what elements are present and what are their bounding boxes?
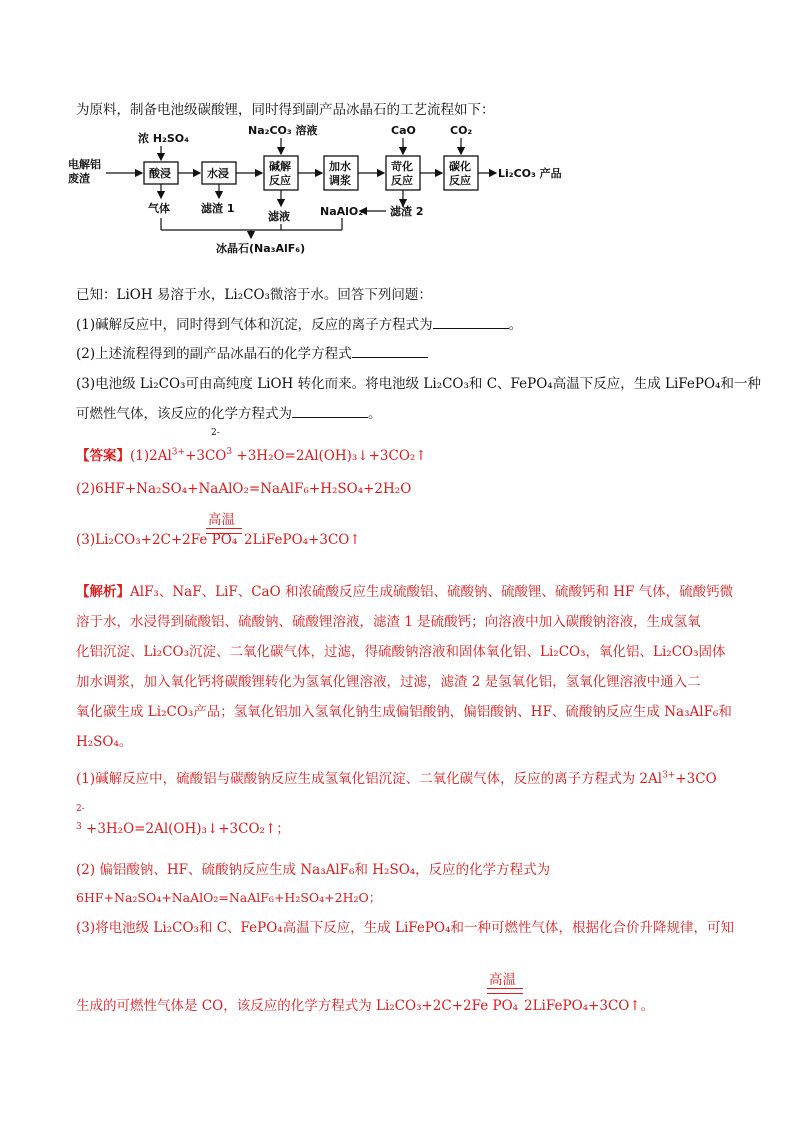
question-1 — [76, 313, 522, 333]
process-flowchart — [68, 120, 628, 270]
flow-step-causticize-label2: 反应 — [391, 174, 413, 187]
flow-step-slurry-label2: 调浆 — [329, 174, 351, 187]
flow-filtrate-label: 滤液 — [268, 210, 290, 223]
flow-add-acid-label: 浓 H₂SO₄ — [138, 132, 189, 145]
analysis-p2-line2: 6HF+Na₂SO₄+NaAlO₂=NaAlF₆+H₂SO₄+2H₂O； — [76, 890, 382, 905]
analysis-p1-rest: +3H₂O=2Al(OH)₃↓+3CO₂↑； — [86, 821, 290, 837]
question-3-period: 。 — [368, 406, 382, 422]
answer-label: 【答案】 — [76, 448, 130, 464]
answer-2: (2)6HF+Na₂SO₄+NaAlO₂=NaAlF₆+H₂SO₄+2H₂O — [76, 481, 412, 497]
flow-cryolite-label: 冰晶石(Na₃AlF₆) — [216, 242, 306, 255]
analysis-p3-line2-b: 2LiFePO₄+3CO↑。 — [524, 998, 655, 1014]
answer-blank-3 — [292, 405, 368, 418]
question-1-text: (1)碱解反应中，同时得到气体和沉淀，反应的离子方程式为 — [76, 317, 433, 333]
analysis-line-5: 氧化碳生成 Li₂CO₃产品；氢氧化铝加入氢氧化钠生成偏铝酸钠，偏铝酸钠、HF、硫酸钠反应生成 Na₃AlF₆和 — [76, 704, 732, 720]
flow-add-cao-label: CaO — [391, 124, 416, 137]
analysis-line-1 — [76, 580, 733, 600]
analysis-p3-line1: (3)将电池级 Li₂CO₃和 C、FePO₄高温下反应，生成 LiFePO₄和一种可燃性气体，根据化合价升降规律，可知 — [76, 920, 734, 936]
flow-step-slurry-label1: 加水 — [329, 160, 351, 173]
answer-1-part-c: +3H₂O=2Al(OH)₃↓+3CO₂↑ — [232, 448, 427, 464]
analysis-p1-line1 — [76, 767, 717, 787]
analysis-p1-charge-al: 3+ — [662, 770, 676, 781]
question-3-line2 — [76, 402, 382, 422]
analysis-p3-line2-a: 生成的可燃性气体是 CO，该反应的化学方程式为 Li₂CO₃+2C+2Fe PO₄ — [76, 998, 519, 1014]
analysis-line-2: 溶于水，水浸得到硫酸铝、硫酸钠、硫酸锂溶液，滤渣 1 是硫酸钙；向溶液中加入碳酸钠溶液，生成氢氧 — [76, 614, 701, 630]
flow-add-co2-label: CO₂ — [450, 124, 473, 137]
analysis-line-4: 加水调浆，加入氧化钙将碳酸锂转化为氢氧化锂溶液，过滤，滤渣 2 是氢氧化铝，氢氧化锂溶液中通入二 — [76, 674, 701, 690]
flow-add-na2co3-label: Na₂CO₃ 溶液 — [248, 124, 318, 137]
flow-source-line2: 废渣 — [68, 172, 90, 185]
flow-step-acid-leach-label: 酸浸 — [149, 167, 171, 180]
flow-step-alkaline-label1: 碱解 — [269, 160, 291, 173]
flow-naalo2-label: NaAlO₂ — [320, 205, 364, 218]
question-3-text: 可燃性气体，该反应的化学方程式为 — [76, 406, 292, 422]
question-2-text: (2)上述流程得到的副产品冰晶石的化学方程式 — [76, 346, 352, 362]
answer-3-part-a: (3)Li₂CO₃+2C+2Fe PO₄ — [76, 532, 238, 548]
flow-step-causticize-label1: 苛化 — [391, 160, 413, 173]
analysis-p2-line1: (2) 偏铝酸钠、HF、硫酸钠反应生成 Na₃AlF₆和 H₂SO₄，反应的化学方程式为 — [76, 862, 551, 878]
answer-1-part-a: (1)2Al — [130, 448, 172, 464]
answer-1 — [76, 444, 427, 464]
flow-gas-label: 气体 — [148, 202, 170, 215]
analysis-p1-sub: 3 — [76, 822, 82, 832]
analysis-p1-co: +3CO — [675, 771, 717, 787]
answer-1-sub: 3 — [226, 447, 233, 457]
analysis-line-3: 化铝沉淀、Li₂CO₃沉淀、二氧化碳气体，过滤，得硫酸钠溶液和固体氧化铝、Li₂CO₃，氧化铝、Li₂CO₃固体 — [76, 644, 726, 660]
known-text: 已知：LiOH 易溶于水，Li₂CO₃微溶于水。回答下列问题： — [76, 287, 432, 303]
analysis-p3-gaowen-label: 高温 — [489, 972, 516, 988]
flow-residue2-label: 滤渣 2 — [390, 205, 424, 218]
analysis-p1-charge-co3: 2- — [76, 804, 85, 814]
flow-step-carbonize-label2: 反应 — [449, 174, 471, 187]
analysis-line-6: H₂SO₄。 — [76, 734, 133, 750]
analysis-label: 【解析】 — [76, 584, 130, 600]
question-3-line1: (3)电池级 Li₂CO₃可由高纯度 LiOH 转化而来。将电池级 Li₂CO₃和 C、FePO₄高温下反应，生成 LiFePO₄和一种 — [76, 376, 761, 392]
answer-1-part-b: +3CO — [185, 448, 227, 464]
question-1-period: 。 — [508, 317, 523, 333]
answer-3-part-b: 2LiFePO₄+3CO↑ — [244, 532, 361, 548]
flow-residue1-label: 滤渣 1 — [201, 202, 235, 215]
flow-product-label: Li₂CO₃ 产品 — [498, 167, 562, 180]
question-2 — [76, 342, 428, 362]
analysis-p1-text: (1)碱解反应中，硫酸铝与碳酸钠反应生成氢氧化铝沉淀、二氧化碳气体，反应的离子方程式为 2Al — [76, 771, 663, 787]
answer-1-charge-co3: 2- — [211, 428, 220, 438]
answer-3-gaowen-label: 高温 — [208, 512, 235, 528]
intro-text: 为原料，制备电池级碳酸锂，同时得到副产品冰晶石的工艺流程如下： — [76, 102, 495, 118]
analysis-text-1: AlF₃、NaF、LiF、CaO 和浓硫酸反应生成硫酸铝、硫酸钠、硫酸锂、硫酸钙和 HF 气体，硫酸钙微 — [130, 584, 734, 600]
flow-step-alkaline-label2: 反应 — [269, 174, 291, 187]
flow-step-carbonize-label1: 碳化 — [449, 160, 471, 173]
analysis-p1-line2 — [76, 817, 290, 837]
flow-step-water-leach-label: 水浸 — [207, 167, 229, 180]
answer-blank-2 — [352, 345, 428, 358]
flow-source-line1: 电解铝 — [68, 158, 101, 171]
answer-blank-1 — [433, 316, 509, 329]
answer-1-charge-al: 3+ — [171, 447, 186, 458]
